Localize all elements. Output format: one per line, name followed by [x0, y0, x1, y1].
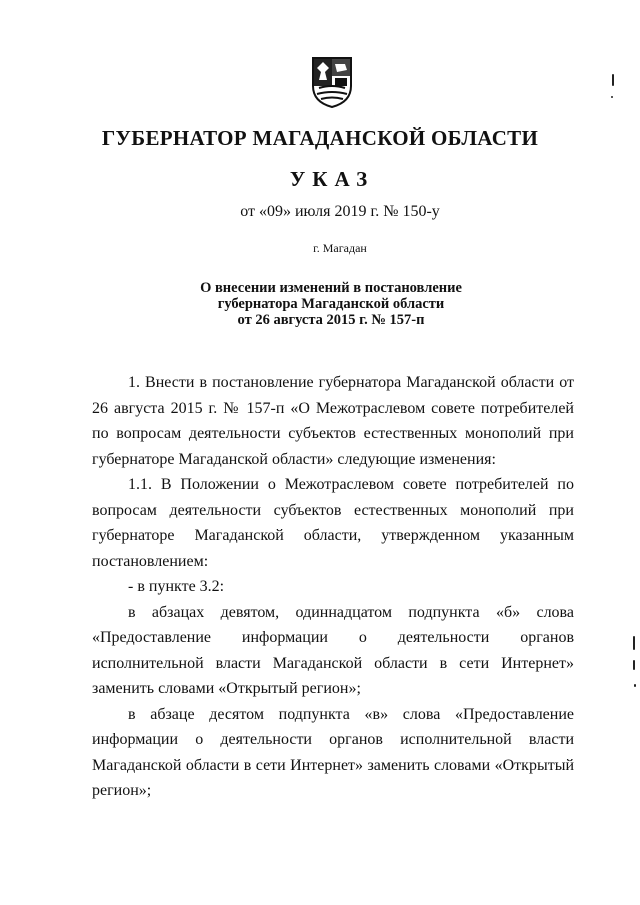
paragraph-1-1: 1.1. В Положении о Межотраслевом совете потребителей по вопросам деятельности субъектов естественных монополий при губернаторе Магаданской области, утвержденном указанным постановлением:	[92, 476, 574, 570]
scan-mark	[612, 74, 614, 86]
decree-place: г. Магадан	[313, 241, 367, 255]
scan-mark	[611, 96, 613, 98]
coat-of-arms-emblem	[311, 56, 353, 108]
subject-line: от 26 августа 2015 г. № 157-п	[237, 312, 425, 328]
paragraph-item-3-2: - в пункте 3.2:	[128, 578, 225, 595]
subject-line: О внесении изменений в постановление	[200, 280, 462, 296]
scan-mark	[634, 684, 636, 687]
scan-mark	[633, 636, 635, 650]
paragraph-sub-v: в абзаце десятом подпункта «в» слова «Предоставление информации о деятельности органов исполнительной власти Магаданской области в сети Интернет» заменить словами «Открытый регион»;	[92, 705, 574, 799]
decree-type: УКАЗ	[289, 167, 375, 191]
paragraph-sub-b: в абзацах девятом, одиннадцатом подпункта «б» слова «Предоставление информации о деятельности органов исполнительной власти Магаданской области в сети Интернет» заменить словами «Открытый регион»;	[92, 603, 574, 697]
decree-body	[92, 370, 574, 804]
decree-subject	[0, 280, 640, 328]
scan-mark	[633, 660, 635, 670]
decree-date-number: от «09» июля 2019 г. № 150-у	[240, 203, 440, 220]
paragraph-1: 1. Внести в постановление губернатора Магаданской области от 26 августа 2015 г. № 157-п «О Межотраслевом совете потребителей по вопросам деятельности субъектов естественных монополий при губернаторе Магаданской области» следующие изменения:	[92, 374, 574, 468]
issuer-title: ГУБЕРНАТОР МАГАДАНСКОЙ ОБЛАСТИ	[101, 126, 539, 150]
subject-line: губернатора Магаданской области	[217, 296, 445, 312]
